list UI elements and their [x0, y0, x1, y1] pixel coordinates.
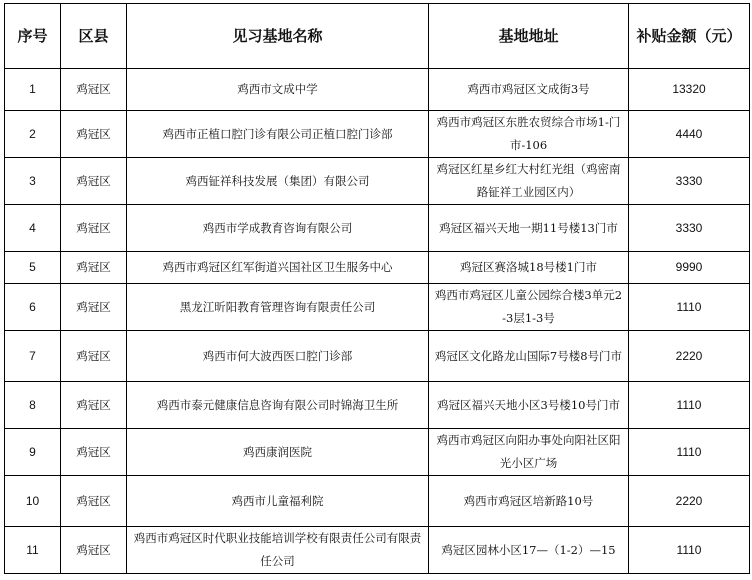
cell-county: 鸡冠区 — [61, 476, 127, 527]
cell-base-address: 鸡冠区福兴天地小区3号楼10号门市 — [429, 382, 629, 429]
subsidy-table — [4, 3, 750, 574]
cell-base-address: 鸡西市鸡冠区向阳办事处向阳社区阳光小区广场 — [429, 429, 629, 476]
cell-subsidy-amount: 13320 — [629, 69, 750, 111]
cell-county: 鸡冠区 — [61, 429, 127, 476]
cell-base-name: 鸡西市学成教育咨询有限公司 — [127, 205, 429, 252]
cell-county: 鸡冠区 — [61, 527, 127, 574]
cell-base-address: 鸡西市鸡冠区儿童公园综合楼3单元2-3层1-3号 — [429, 284, 629, 331]
cell-subsidy-amount: 1110 — [629, 429, 750, 476]
cell-county: 鸡冠区 — [61, 111, 127, 158]
cell-base-address: 鸡冠区文化路龙山国际7号楼8号门市 — [429, 331, 629, 382]
cell-serial-number: 8 — [5, 382, 61, 429]
cell-base-name: 鸡西钲祥科技发展（集团）有限公司 — [127, 158, 429, 205]
cell-serial-number: 11 — [5, 527, 61, 574]
cell-base-name: 鸡西市鸡冠区红军街道兴国社区卫生服务中心 — [127, 252, 429, 284]
cell-base-name: 鸡西市鸡冠区时代职业技能培训学校有限责任公司有限责任公司 — [127, 527, 429, 574]
cell-base-address: 鸡西市鸡冠区培新路10号 — [429, 476, 629, 527]
cell-county: 鸡冠区 — [61, 205, 127, 252]
cell-serial-number: 4 — [5, 205, 61, 252]
table-row — [5, 476, 750, 527]
cell-subsidy-amount: 3330 — [629, 158, 750, 205]
cell-serial-number: 9 — [5, 429, 61, 476]
cell-county: 鸡冠区 — [61, 284, 127, 331]
cell-subsidy-amount: 3330 — [629, 205, 750, 252]
cell-base-name: 鸡西市正植口腔门诊有限公司正植口腔门诊部 — [127, 111, 429, 158]
cell-county: 鸡冠区 — [61, 69, 127, 111]
cell-base-name: 鸡西市文成中学 — [127, 69, 429, 111]
cell-base-address: 鸡冠区赛洛城18号楼1门市 — [429, 252, 629, 284]
table-header-row — [5, 4, 750, 69]
cell-subsidy-amount: 9990 — [629, 252, 750, 284]
table-row — [5, 382, 750, 429]
table-row — [5, 111, 750, 158]
table-row — [5, 527, 750, 574]
cell-serial-number: 7 — [5, 331, 61, 382]
cell-serial-number: 2 — [5, 111, 61, 158]
cell-base-name: 黑龙江昕阳教育管理咨询有限责任公司 — [127, 284, 429, 331]
cell-base-name: 鸡西市泰元健康信息咨询有限公司时锦海卫生所 — [127, 382, 429, 429]
table-row — [5, 69, 750, 111]
table-row — [5, 158, 750, 205]
table-row — [5, 331, 750, 382]
cell-county: 鸡冠区 — [61, 252, 127, 284]
cell-subsidy-amount: 2220 — [629, 331, 750, 382]
cell-county: 鸡冠区 — [61, 331, 127, 382]
cell-subsidy-amount: 1110 — [629, 284, 750, 331]
cell-subsidy-amount: 4440 — [629, 111, 750, 158]
cell-serial-number: 10 — [5, 476, 61, 527]
header-serial-number: 序号 — [5, 4, 61, 69]
cell-serial-number: 1 — [5, 69, 61, 111]
cell-base-address: 鸡冠区园林小区17—（1-2）—15 — [429, 527, 629, 574]
cell-base-address: 鸡西市鸡冠区东胜农贸综合市场1-门市-106 — [429, 111, 629, 158]
cell-base-name: 鸡西市儿童福利院 — [127, 476, 429, 527]
cell-base-address: 鸡西市鸡冠区文成街3号 — [429, 69, 629, 111]
cell-base-address: 鸡冠区福兴天地一期11号楼13门市 — [429, 205, 629, 252]
cell-subsidy-amount: 1110 — [629, 527, 750, 574]
header-county: 区县 — [61, 4, 127, 69]
cell-county: 鸡冠区 — [61, 158, 127, 205]
cell-serial-number: 6 — [5, 284, 61, 331]
table-row — [5, 429, 750, 476]
table-row — [5, 205, 750, 252]
cell-base-address: 鸡冠区红星乡红大村红光组（鸡密南路钲祥工业园区内） — [429, 158, 629, 205]
cell-county: 鸡冠区 — [61, 382, 127, 429]
header-base-address: 基地地址 — [429, 4, 629, 69]
cell-serial-number: 5 — [5, 252, 61, 284]
table-row — [5, 284, 750, 331]
cell-subsidy-amount: 1110 — [629, 382, 750, 429]
header-subsidy-amount: 补贴金额（元） — [629, 4, 750, 69]
header-base-name: 见习基地名称 — [127, 4, 429, 69]
cell-subsidy-amount: 2220 — [629, 476, 750, 527]
cell-base-name: 鸡西康润医院 — [127, 429, 429, 476]
table-row — [5, 252, 750, 284]
cell-serial-number: 3 — [5, 158, 61, 205]
cell-base-name: 鸡西市何大波西医口腔门诊部 — [127, 331, 429, 382]
